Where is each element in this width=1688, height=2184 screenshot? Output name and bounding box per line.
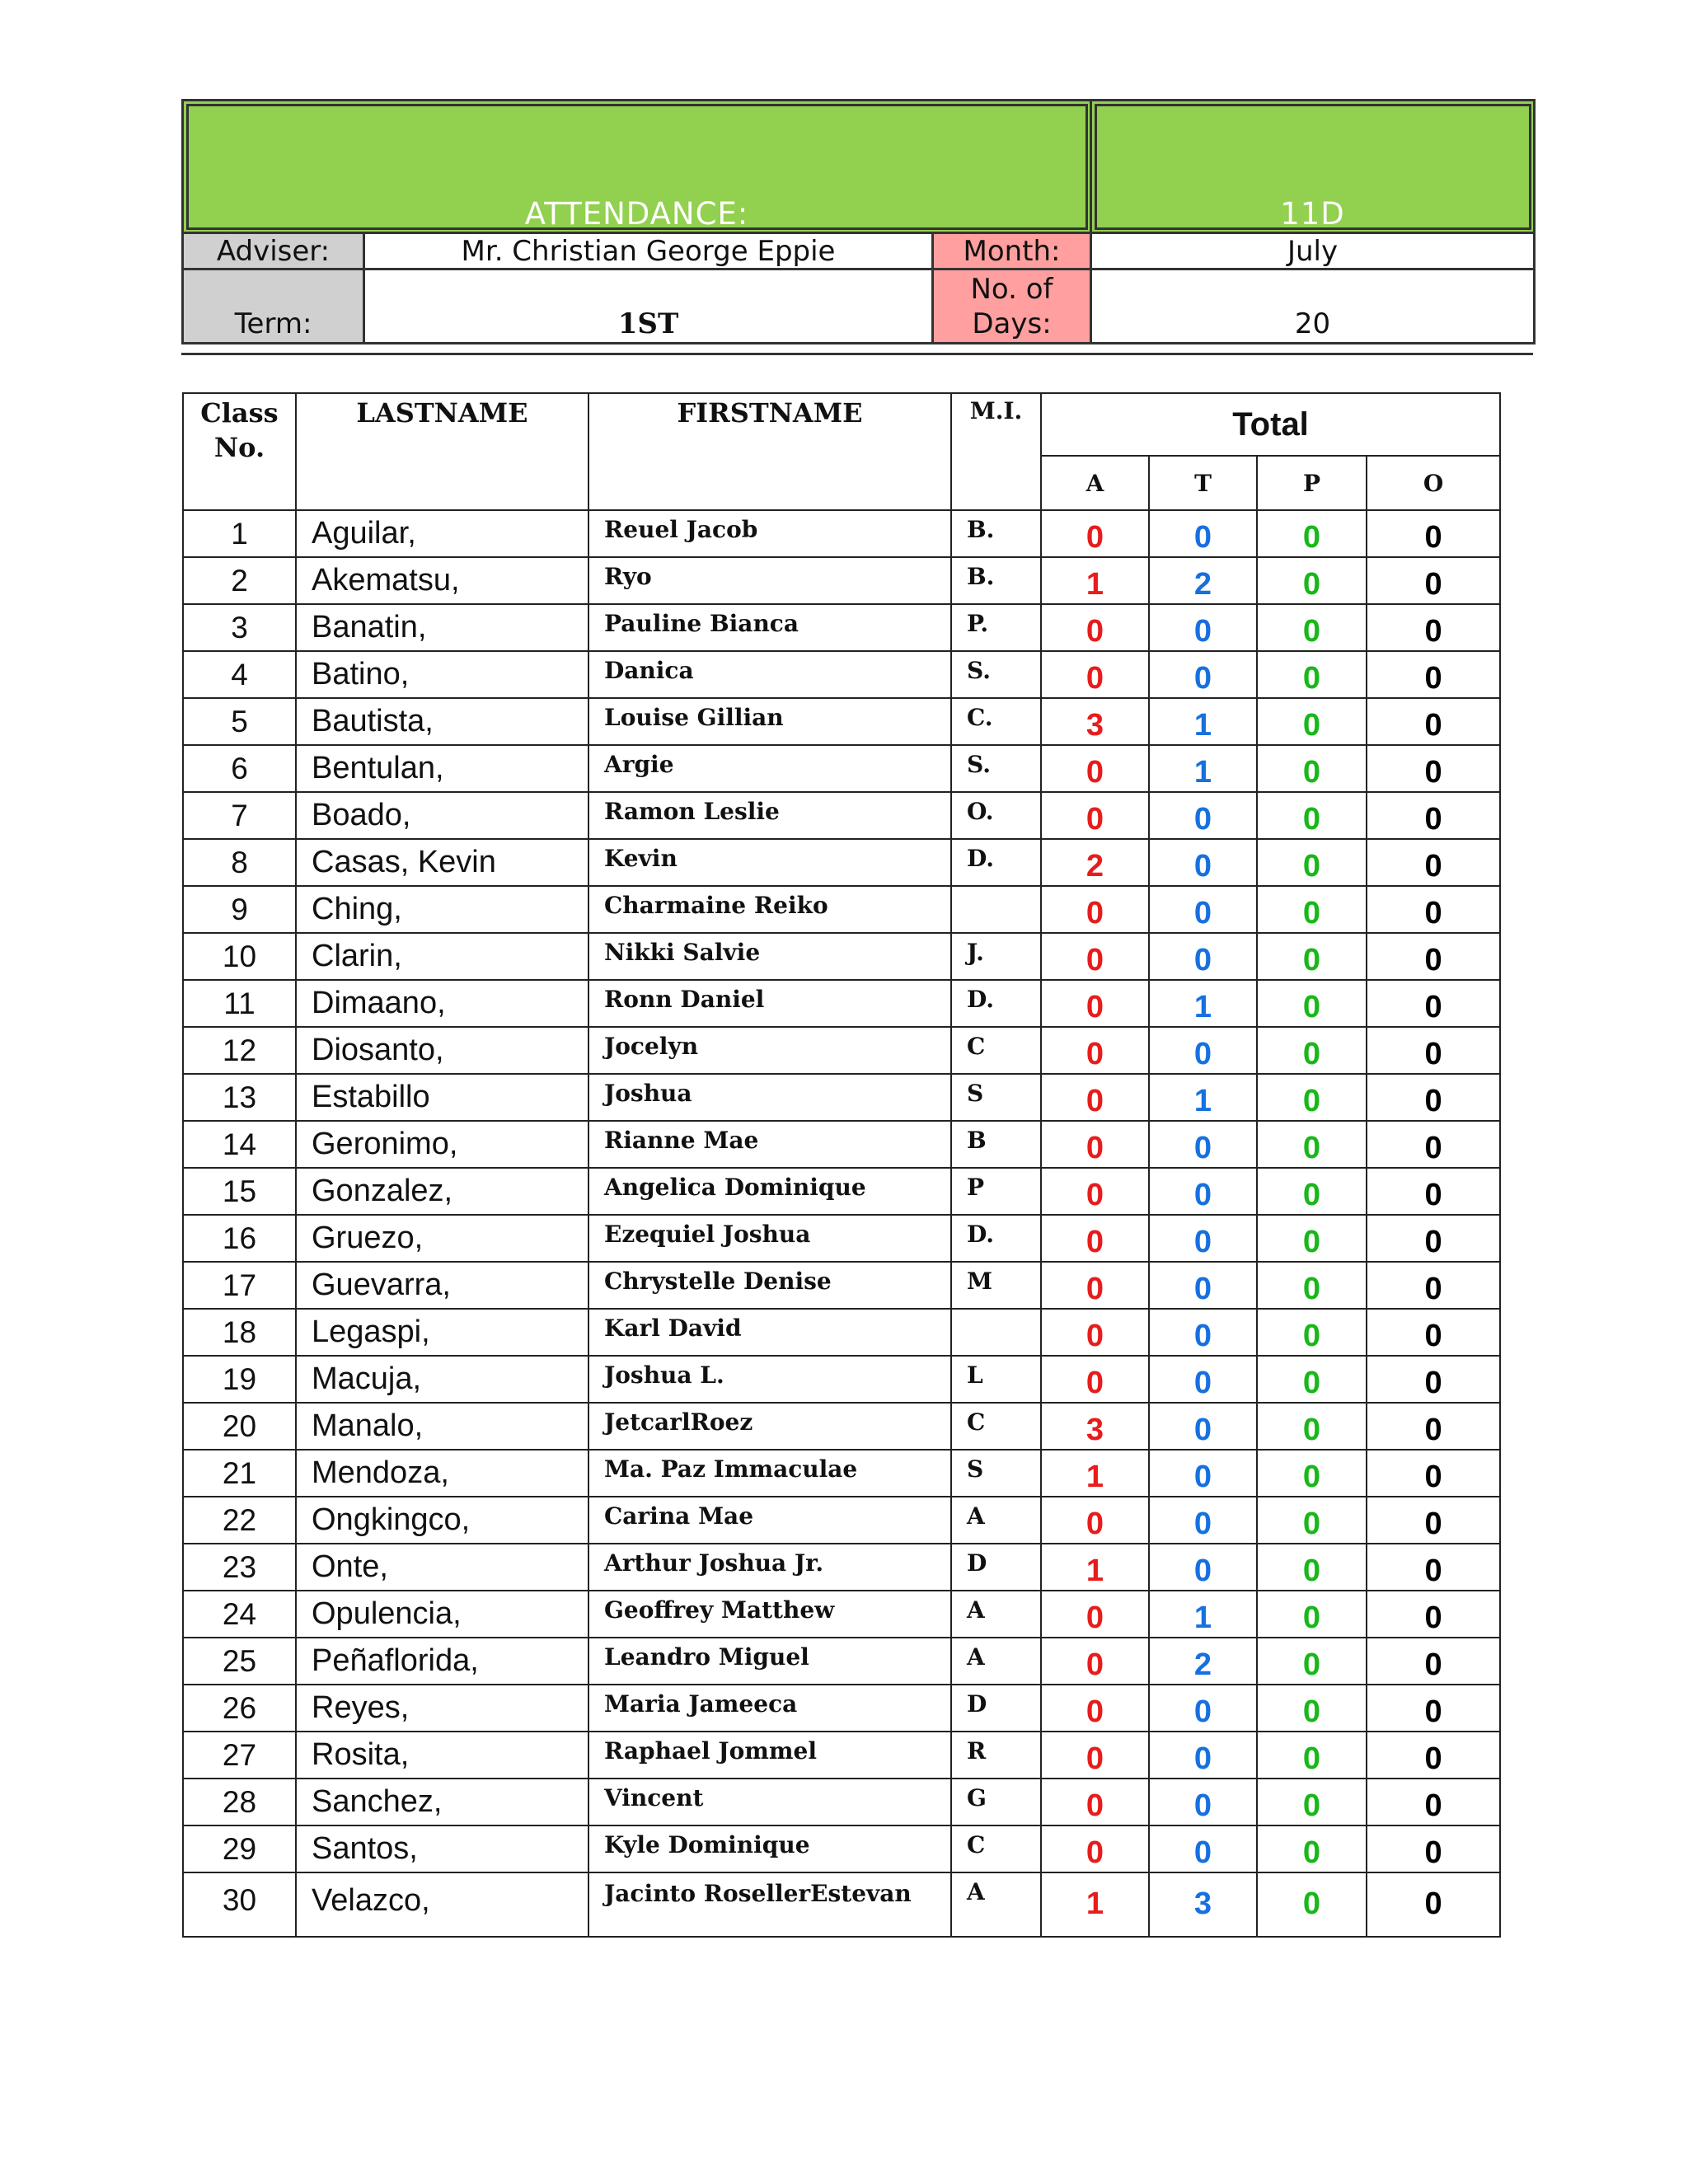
class-number: 1 — [183, 510, 296, 557]
present-count: 0 — [1257, 839, 1367, 886]
tardy-count: 0 — [1149, 886, 1257, 933]
days-value: 20 — [1091, 269, 1535, 344]
present-count: 0 — [1257, 1544, 1367, 1591]
table-row — [183, 1779, 1500, 1825]
class-number: 21 — [183, 1450, 296, 1497]
tardy-count: 0 — [1149, 933, 1257, 980]
lastname: Gonzalez, — [296, 1168, 588, 1215]
class-number: 24 — [183, 1591, 296, 1638]
other-count: 0 — [1367, 1544, 1500, 1591]
present-count: 0 — [1257, 886, 1367, 933]
tardy-count: 0 — [1149, 1732, 1257, 1779]
table-row — [183, 604, 1500, 651]
table-row — [183, 1215, 1500, 1262]
table-row — [183, 1168, 1500, 1215]
other-count: 0 — [1367, 886, 1500, 933]
present-count: 0 — [1257, 510, 1367, 557]
table-row — [183, 1732, 1500, 1779]
col-t: T — [1149, 456, 1257, 510]
middle-initial — [951, 886, 1041, 933]
tardy-count: 0 — [1149, 651, 1257, 698]
present-count: 0 — [1257, 1168, 1367, 1215]
tardy-count: 1 — [1149, 1074, 1257, 1121]
section-name: 11D — [1280, 196, 1345, 232]
class-number: 22 — [183, 1497, 296, 1544]
firstname: Reuel Jacob — [588, 510, 951, 557]
middle-initial: C — [951, 1403, 1041, 1450]
section-banner — [1091, 101, 1535, 233]
absent-count: 0 — [1041, 1215, 1149, 1262]
class-number: 7 — [183, 792, 296, 839]
present-count: 0 — [1257, 1825, 1367, 1872]
middle-initial: S. — [951, 745, 1041, 792]
absent-count: 0 — [1041, 933, 1149, 980]
absent-count: 3 — [1041, 1403, 1149, 1450]
table-row — [183, 1262, 1500, 1309]
table-row — [183, 980, 1500, 1027]
tardy-count: 0 — [1149, 1497, 1257, 1544]
class-number: 19 — [183, 1356, 296, 1403]
other-count: 0 — [1367, 933, 1500, 980]
lastname: Boado, — [296, 792, 588, 839]
absent-count: 0 — [1041, 1309, 1149, 1356]
table-row — [183, 1544, 1500, 1591]
table-row — [183, 557, 1500, 604]
tardy-count: 1 — [1149, 980, 1257, 1027]
firstname: Jocelyn — [588, 1027, 951, 1074]
absent-count: 0 — [1041, 604, 1149, 651]
absent-count: 0 — [1041, 792, 1149, 839]
firstname: Danica — [588, 651, 951, 698]
firstname: Nikki Salvie — [588, 933, 951, 980]
col-firstname: FIRSTNAME — [588, 393, 951, 510]
firstname: Ezequiel Joshua — [588, 1215, 951, 1262]
tardy-count: 0 — [1149, 1403, 1257, 1450]
middle-initial: P — [951, 1168, 1041, 1215]
days-label: No. of Days: — [933, 269, 1091, 344]
class-number: 9 — [183, 886, 296, 933]
col-a: A — [1041, 456, 1149, 510]
firstname: Kevin — [588, 839, 951, 886]
col-lastname: LASTNAME — [296, 393, 588, 510]
class-number: 8 — [183, 839, 296, 886]
col-mi: M.I. — [951, 393, 1041, 510]
present-count: 0 — [1257, 1638, 1367, 1685]
class-number: 13 — [183, 1074, 296, 1121]
other-count: 0 — [1367, 839, 1500, 886]
class-number: 4 — [183, 651, 296, 698]
tardy-count: 0 — [1149, 1027, 1257, 1074]
present-count: 0 — [1257, 1872, 1367, 1937]
header-bottom-rule — [181, 353, 1533, 355]
present-count: 0 — [1257, 1685, 1367, 1732]
other-count: 0 — [1367, 1591, 1500, 1638]
middle-initial: B — [951, 1121, 1041, 1168]
class-number: 29 — [183, 1825, 296, 1872]
middle-initial: D — [951, 1544, 1041, 1591]
present-count: 0 — [1257, 1450, 1367, 1497]
firstname: Jacinto RosellerEstevan — [588, 1872, 951, 1937]
class-number: 20 — [183, 1403, 296, 1450]
table-row — [183, 1591, 1500, 1638]
class-number: 27 — [183, 1732, 296, 1779]
middle-initial: P. — [951, 604, 1041, 651]
absent-count: 1 — [1041, 1872, 1149, 1937]
firstname: Louise Gillian — [588, 698, 951, 745]
middle-initial: S — [951, 1450, 1041, 1497]
attendance-header — [181, 99, 1536, 344]
tardy-count: 2 — [1149, 1638, 1257, 1685]
middle-initial: A — [951, 1497, 1041, 1544]
absent-count: 1 — [1041, 557, 1149, 604]
absent-count: 1 — [1041, 1450, 1149, 1497]
middle-initial: C — [951, 1027, 1041, 1074]
present-count: 0 — [1257, 933, 1367, 980]
present-count: 0 — [1257, 1215, 1367, 1262]
lastname: Manalo, — [296, 1403, 588, 1450]
other-count: 0 — [1367, 745, 1500, 792]
middle-initial: L — [951, 1356, 1041, 1403]
term-label: Term: — [183, 269, 364, 344]
tardy-count: 0 — [1149, 792, 1257, 839]
present-count: 0 — [1257, 604, 1367, 651]
absent-count: 3 — [1041, 698, 1149, 745]
other-count: 0 — [1367, 1027, 1500, 1074]
middle-initial: D. — [951, 980, 1041, 1027]
firstname: Leandro Miguel — [588, 1638, 951, 1685]
firstname: Chrystelle Denise — [588, 1262, 951, 1309]
col-total: Total — [1041, 393, 1500, 456]
present-count: 0 — [1257, 980, 1367, 1027]
class-number: 16 — [183, 1215, 296, 1262]
firstname: Arthur Joshua Jr. — [588, 1544, 951, 1591]
tardy-count: 0 — [1149, 1450, 1257, 1497]
other-count: 0 — [1367, 1262, 1500, 1309]
class-number: 30 — [183, 1872, 296, 1937]
middle-initial: D — [951, 1685, 1041, 1732]
present-count: 0 — [1257, 698, 1367, 745]
absent-count: 0 — [1041, 1497, 1149, 1544]
absent-count: 0 — [1041, 1121, 1149, 1168]
firstname: Ma. Paz Immaculae — [588, 1450, 951, 1497]
lastname: Sanchez, — [296, 1779, 588, 1825]
tardy-count: 0 — [1149, 1309, 1257, 1356]
attendance-table — [182, 392, 1501, 1938]
firstname: Joshua L. — [588, 1356, 951, 1403]
tardy-count: 0 — [1149, 1215, 1257, 1262]
lastname: Geronimo, — [296, 1121, 588, 1168]
firstname: Vincent — [588, 1779, 951, 1825]
tardy-count: 1 — [1149, 698, 1257, 745]
term-value: 1ST — [364, 269, 933, 344]
table-row — [183, 1356, 1500, 1403]
col-class-no: Class No. — [183, 393, 296, 510]
table-row — [183, 1825, 1500, 1872]
lastname: Bautista, — [296, 698, 588, 745]
present-count: 0 — [1257, 1121, 1367, 1168]
other-count: 0 — [1367, 792, 1500, 839]
table-row — [183, 1638, 1500, 1685]
lastname: Bentulan, — [296, 745, 588, 792]
tardy-count: 0 — [1149, 1825, 1257, 1872]
table-row — [183, 1403, 1500, 1450]
lastname: Peñaflorida, — [296, 1638, 588, 1685]
lastname: Ching, — [296, 886, 588, 933]
class-number: 26 — [183, 1685, 296, 1732]
other-count: 0 — [1367, 980, 1500, 1027]
absent-count: 1 — [1041, 1544, 1149, 1591]
middle-initial: S — [951, 1074, 1041, 1121]
present-count: 0 — [1257, 1309, 1367, 1356]
other-count: 0 — [1367, 604, 1500, 651]
lastname: Aguilar, — [296, 510, 588, 557]
absent-count: 0 — [1041, 1074, 1149, 1121]
col-o: O — [1367, 456, 1500, 510]
other-count: 0 — [1367, 1356, 1500, 1403]
table-row — [183, 1450, 1500, 1497]
other-count: 0 — [1367, 1074, 1500, 1121]
firstname: Geoffrey Matthew — [588, 1591, 951, 1638]
tardy-count: 0 — [1149, 1121, 1257, 1168]
lastname: Onte, — [296, 1544, 588, 1591]
present-count: 0 — [1257, 1732, 1367, 1779]
table-row — [183, 792, 1500, 839]
middle-initial: G — [951, 1779, 1041, 1825]
other-count: 0 — [1367, 1168, 1500, 1215]
class-number: 18 — [183, 1309, 296, 1356]
middle-initial: B. — [951, 510, 1041, 557]
middle-initial — [951, 1309, 1041, 1356]
middle-initial: A — [951, 1591, 1041, 1638]
class-number: 28 — [183, 1779, 296, 1825]
month-label: Month: — [933, 233, 1091, 269]
adviser-value: Mr. Christian George Eppie — [364, 233, 933, 269]
table-row — [183, 698, 1500, 745]
middle-initial: M — [951, 1262, 1041, 1309]
lastname: Akematsu, — [296, 557, 588, 604]
middle-initial: B. — [951, 557, 1041, 604]
attendance-rows — [183, 510, 1500, 1937]
middle-initial: J. — [951, 933, 1041, 980]
firstname: Kyle Dominique — [588, 1825, 951, 1872]
table-row — [183, 745, 1500, 792]
lastname: Mendoza, — [296, 1450, 588, 1497]
other-count: 0 — [1367, 698, 1500, 745]
other-count: 0 — [1367, 1121, 1500, 1168]
firstname: Angelica Dominique — [588, 1168, 951, 1215]
class-number: 3 — [183, 604, 296, 651]
middle-initial: R — [951, 1732, 1041, 1779]
tardy-count: 0 — [1149, 1262, 1257, 1309]
other-count: 0 — [1367, 557, 1500, 604]
tardy-count: 0 — [1149, 1356, 1257, 1403]
table-row — [183, 1027, 1500, 1074]
firstname: Rianne Mae — [588, 1121, 951, 1168]
absent-count: 0 — [1041, 1356, 1149, 1403]
present-count: 0 — [1257, 1074, 1367, 1121]
table-row — [183, 1074, 1500, 1121]
firstname: Ryo — [588, 557, 951, 604]
lastname: Ongkingco, — [296, 1497, 588, 1544]
present-count: 0 — [1257, 1403, 1367, 1450]
absent-count: 0 — [1041, 745, 1149, 792]
firstname: Ramon Leslie — [588, 792, 951, 839]
other-count: 0 — [1367, 1779, 1500, 1825]
class-number: 14 — [183, 1121, 296, 1168]
firstname: Karl David — [588, 1309, 951, 1356]
other-count: 0 — [1367, 1497, 1500, 1544]
table-row — [183, 886, 1500, 933]
tardy-count: 3 — [1149, 1872, 1257, 1937]
tardy-count: 1 — [1149, 1591, 1257, 1638]
absent-count: 0 — [1041, 651, 1149, 698]
table-row — [183, 1872, 1500, 1937]
other-count: 0 — [1367, 651, 1500, 698]
absent-count: 0 — [1041, 980, 1149, 1027]
table-row — [183, 1121, 1500, 1168]
tardy-count: 0 — [1149, 1544, 1257, 1591]
tardy-count: 0 — [1149, 1168, 1257, 1215]
other-count: 0 — [1367, 1685, 1500, 1732]
other-count: 0 — [1367, 1638, 1500, 1685]
other-count: 0 — [1367, 1215, 1500, 1262]
class-number: 6 — [183, 745, 296, 792]
lastname: Gruezo, — [296, 1215, 588, 1262]
present-count: 0 — [1257, 557, 1367, 604]
middle-initial: D. — [951, 839, 1041, 886]
tardy-count: 2 — [1149, 557, 1257, 604]
table-row — [183, 1497, 1500, 1544]
firstname: Raphael Jommel — [588, 1732, 951, 1779]
tardy-count: 1 — [1149, 745, 1257, 792]
other-count: 0 — [1367, 1872, 1500, 1937]
absent-count: 0 — [1041, 1638, 1149, 1685]
attendance-title-banner — [183, 101, 1091, 233]
lastname: Guevarra, — [296, 1262, 588, 1309]
absent-count: 0 — [1041, 1779, 1149, 1825]
other-count: 0 — [1367, 510, 1500, 557]
attendance-title: ATTENDANCE: — [524, 196, 749, 232]
absent-count: 0 — [1041, 510, 1149, 557]
absent-count: 0 — [1041, 1591, 1149, 1638]
tardy-count: 0 — [1149, 510, 1257, 557]
present-count: 0 — [1257, 1027, 1367, 1074]
lastname: Rosita, — [296, 1732, 588, 1779]
class-number: 5 — [183, 698, 296, 745]
lastname: Opulencia, — [296, 1591, 588, 1638]
present-count: 0 — [1257, 1262, 1367, 1309]
other-count: 0 — [1367, 1450, 1500, 1497]
lastname: Estabillo — [296, 1074, 588, 1121]
tardy-count: 0 — [1149, 1685, 1257, 1732]
present-count: 0 — [1257, 1497, 1367, 1544]
firstname: Ronn Daniel — [588, 980, 951, 1027]
lastname: Diosanto, — [296, 1027, 588, 1074]
tardy-count: 0 — [1149, 604, 1257, 651]
class-number: 11 — [183, 980, 296, 1027]
tardy-count: 0 — [1149, 1779, 1257, 1825]
table-row — [183, 651, 1500, 698]
month-value: July — [1091, 233, 1535, 269]
table-row — [183, 933, 1500, 980]
firstname: Argie — [588, 745, 951, 792]
table-row — [183, 839, 1500, 886]
absent-count: 0 — [1041, 1027, 1149, 1074]
absent-count: 0 — [1041, 1825, 1149, 1872]
class-number: 2 — [183, 557, 296, 604]
firstname: Joshua — [588, 1074, 951, 1121]
other-count: 0 — [1367, 1825, 1500, 1872]
lastname: Santos, — [296, 1825, 588, 1872]
lastname: Dimaano, — [296, 980, 588, 1027]
firstname: Maria Jameeca — [588, 1685, 951, 1732]
middle-initial: S. — [951, 651, 1041, 698]
other-count: 0 — [1367, 1732, 1500, 1779]
absent-count: 0 — [1041, 886, 1149, 933]
present-count: 0 — [1257, 1779, 1367, 1825]
class-number: 12 — [183, 1027, 296, 1074]
firstname: JetcarlRoez — [588, 1403, 951, 1450]
middle-initial: C. — [951, 698, 1041, 745]
other-count: 0 — [1367, 1309, 1500, 1356]
middle-initial: A — [951, 1872, 1041, 1937]
present-count: 0 — [1257, 745, 1367, 792]
lastname: Velazco, — [296, 1872, 588, 1937]
lastname: Banatin, — [296, 604, 588, 651]
lastname: Macuja, — [296, 1356, 588, 1403]
class-number: 17 — [183, 1262, 296, 1309]
adviser-label: Adviser: — [183, 233, 364, 269]
table-row — [183, 1309, 1500, 1356]
lastname: Clarin, — [296, 933, 588, 980]
class-number: 23 — [183, 1544, 296, 1591]
col-p: P — [1257, 456, 1367, 510]
firstname: Carina Mae — [588, 1497, 951, 1544]
absent-count: 2 — [1041, 839, 1149, 886]
present-count: 0 — [1257, 792, 1367, 839]
absent-count: 0 — [1041, 1262, 1149, 1309]
lastname: Casas, Kevin — [296, 839, 588, 886]
middle-initial: A — [951, 1638, 1041, 1685]
absent-count: 0 — [1041, 1168, 1149, 1215]
present-count: 0 — [1257, 1356, 1367, 1403]
middle-initial: O. — [951, 792, 1041, 839]
firstname: Charmaine Reiko — [588, 886, 951, 933]
middle-initial: D. — [951, 1215, 1041, 1262]
tardy-count: 0 — [1149, 839, 1257, 886]
absent-count: 0 — [1041, 1685, 1149, 1732]
absent-count: 0 — [1041, 1732, 1149, 1779]
lastname: Legaspi, — [296, 1309, 588, 1356]
class-number: 15 — [183, 1168, 296, 1215]
middle-initial: C — [951, 1825, 1041, 1872]
class-number: 25 — [183, 1638, 296, 1685]
present-count: 0 — [1257, 651, 1367, 698]
lastname: Batino, — [296, 651, 588, 698]
present-count: 0 — [1257, 1591, 1367, 1638]
lastname: Reyes, — [296, 1685, 588, 1732]
table-row — [183, 1685, 1500, 1732]
other-count: 0 — [1367, 1403, 1500, 1450]
class-number: 10 — [183, 933, 296, 980]
table-row — [183, 510, 1500, 557]
firstname: Pauline Bianca — [588, 604, 951, 651]
